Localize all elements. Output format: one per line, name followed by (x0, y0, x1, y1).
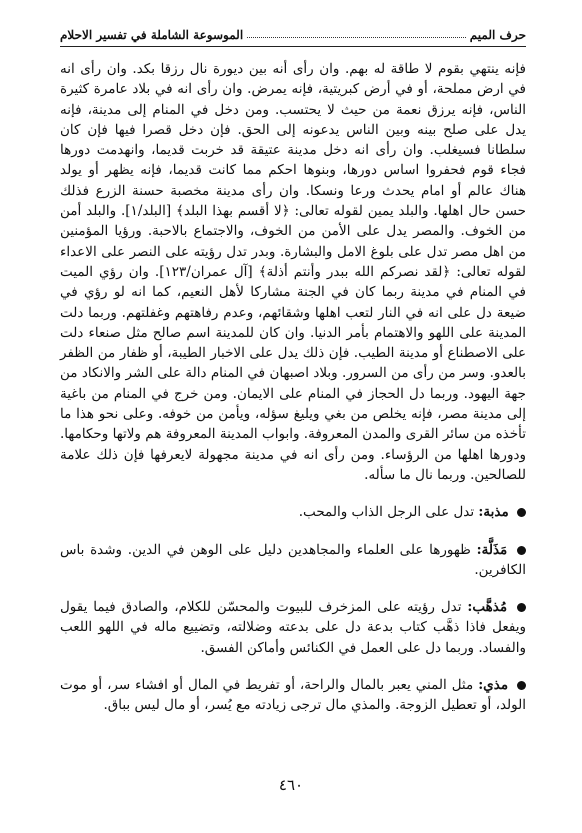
bullet-icon (517, 546, 526, 555)
entry-paragraph (60, 540, 526, 581)
entry-term: مُذهَّب: (467, 599, 508, 616)
entry-midhabba (60, 502, 526, 522)
bullet-icon (517, 603, 526, 612)
entry-text: ظهورها على العلماء والمجاهدين دليل على الوهن في الدين. وشدة باس الكافرين. (60, 541, 526, 578)
header-dotted-leader (247, 37, 466, 38)
bullet-icon (517, 508, 526, 517)
running-header (60, 28, 526, 46)
header-rule (60, 46, 526, 47)
header-book-title: الموسوعة الشاملة في تفسير الاحلام (60, 28, 244, 42)
header-section-title: حرف الميم (469, 28, 526, 42)
entry-madhalla (60, 540, 526, 581)
entry-paragraph (60, 502, 526, 522)
entry-term: مذبة: (478, 504, 509, 521)
entry-mudhahhab (60, 597, 526, 658)
entry-paragraph (60, 675, 526, 716)
bullet-icon (517, 681, 526, 690)
entry-paragraph (60, 597, 526, 658)
entry-madhy (60, 675, 526, 716)
page-number: ٤٦٠ (278, 776, 304, 794)
entry-text: تدل رؤيته على المزخرف للبيوت والمحسّن للكلام، والصادق فيما يقول ويفعل فاذا ذهَّب كتاب بدعة دل على بدعته وضلالته، وتضييع ماله في اللهو اللعب والفساد. وربما دل على العمل في الكنائس وأماكن الفسق. (60, 599, 526, 656)
main-paragraph: فإنه ينتهي بقوم لا طاقة له بهم. وان رأى أنه بين ديورة نال رزقا بكد. وان رأى انه في ارض مملحة، أو في أرض كبريتية، فإنه يمرض. وان رأى انه في بلاد عامرة كثيرة الناس، فإنه يرزق نعمة من حيث لا يحتسب. ومن دخل في المنام إلى مدينة، فإنه يدل على صلح بينه وبين الناس يدعونه إلى الحق. فإن دخل قصرا فيها فإن كان سلطانا فسيغلب. وان رأى انه دخل مدينة عتيقة قد خربت قديما، وانهدمت دورها فجاء قوم فحفروا اساس دورها، وبنوها احكم مما كانت قديما، فإنه يظهر أو يولد هناك عالم أو امام يحدث ورعا ونسكا. وان رأى مدينة مخصبة حسنة الزرع فذلك حسن حال اهلها. والبلد يمين لقوله تعالى: ﴿لا أقسم بهذا البلد﴾ [البلد/١]. والبلد أمن من الخوف. والمصر يدل على الأمن من الخوف، والاجتماع بالاحبة. ورؤيا المؤمنين من اهل مصر تدل على بلوغ الامل والبشارة. وبدر تدل رؤيته على النصر على الاعداء لقوله تعالى: ﴿لقد نصركم الله ببدر وأنتم أذلة﴾ [آل عمران/١٢٣]. وان رؤي الميت في المنام في مدينة ربما كان في الجنة مشاركا لأهل النعيم، كما انه لو رؤي في ضيعة دل على انه في النار لتعب اهلها وشقائهم، وعدم رفاهتهم وغفلتهم. وربما دلت المدينة على اللهو والاهتمام بأمر الدنيا. وان كان للمدينة اسم صالح مثل صنعاء دلت على الاصطناع أو مدينة الطيب. فإن ذلك يدل على الاخبار الطيبة، أو ظفار من الظفر بالعدو. وسر من رأى من السرور. وبلاد اصبهان في المنام دالة على الشر والانكاد من جهة اليهود. وربما دل الحجاز في المنام على الايمان. ومن خرج في المنام من باغية إلى مدينة مصر، فإنه يخلص من بغي ويليغ سؤله، ويأمن من خوفه. وعلى نحو هذا ما تأخذه من سائر القرى والمدن المعروفة. وابواب المدينة المعروفة هم ولاتها وحكامها. ودورها اهلها من الرؤساء. ومن رأى انه في مدينة مجهولة لايعرفها فإن ذلك علامة للصالحين. وربما نال ما سأله. (60, 61, 526, 483)
page (60, 28, 526, 716)
entry-term: مَذَلَّة: (476, 541, 508, 558)
entry-text: مثل المني يعبر بالمال والراحة، أو تفريط في المال أو افشاء سر، أو موت الولد، أو تعطيل الزوجة. والمذي مال ترجى زيادته مع يُسر، أو مال ليس بباق. (60, 677, 526, 714)
entry-term: مذي: (478, 677, 509, 694)
entry-text: تدل على الرجل الذاب والمحب. (298, 504, 475, 521)
